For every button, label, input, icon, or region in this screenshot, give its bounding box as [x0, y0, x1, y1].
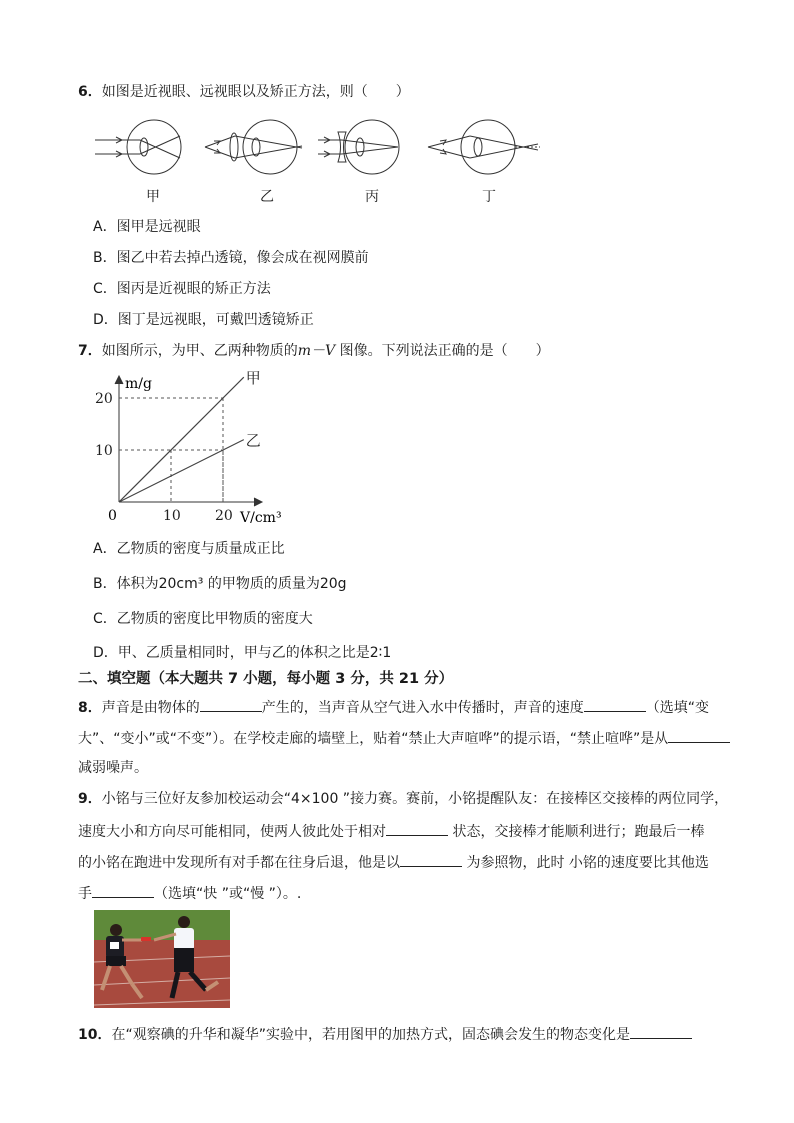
q6-text: 如图是近视眼、远视眼以及矫正方法，则（ ）	[101, 84, 410, 100]
q9-line1	[78, 789, 728, 809]
q10-text: 在“观察碘的升华和凝华”实验中，若用图甲的加热方式，固态碘会发生的物态变化是	[111, 1027, 630, 1043]
series-line-0	[119, 377, 244, 502]
series-label-1: 乙	[245, 431, 261, 450]
q7-option-b[interactable]: B．体积为20cm³ 的甲物质的质量为20g	[93, 576, 347, 592]
q6-option-d[interactable]: D．图丁是远视眼，可戴凹透镜矫正	[93, 312, 314, 328]
q9-text-d: 的小铭在跑进中发现所有对手都在往身后退，他是以	[78, 855, 400, 871]
q6-number: 6．	[78, 84, 102, 100]
q6-option-b[interactable]: B．图乙中若去掉凸透镜，像会成在视网膜前	[93, 250, 369, 266]
q7-number: 7．	[78, 343, 102, 359]
q7-stem	[78, 341, 550, 361]
q8-text-d: 大”、“变小”或“不变”）。在学校走廊的墙壁上，贴着“禁止大声喧哗”的提示语，“禁止喧哗”是从	[78, 731, 669, 747]
q6-stem	[78, 82, 410, 102]
q9-line3	[78, 851, 709, 873]
q7-formula: m－V	[297, 343, 336, 359]
q9-text-c: 状态，交接棒才能顺利进行；跑最后一棒	[448, 824, 705, 840]
y-axis-label: m/g	[125, 376, 152, 392]
caption-bing: 丙	[365, 189, 379, 205]
x-axis-label: V/cm³	[240, 510, 282, 526]
q8-text-a: 声音是由物体的	[101, 700, 200, 716]
q8-number: 8．	[78, 700, 102, 716]
q7-text-b: 图像。下列说法正确的是（ ）	[335, 343, 550, 359]
relay-race-photo	[94, 910, 230, 1008]
q9-line4	[78, 882, 301, 904]
q7-option-c[interactable]: C．乙物质的密度比甲物质的密度大	[93, 611, 313, 627]
series-label-0: 甲	[245, 369, 261, 388]
q8-line1	[78, 696, 709, 718]
q10-number: 10．	[78, 1027, 112, 1043]
q8-text-c: （选填“变	[645, 700, 710, 716]
q9-text-a: 小铭与三位好友参加校运动会“4×100 ”接力赛。赛前，小铭提醒队友：在接棒区交接棒的两位同学，	[101, 791, 729, 807]
eye-yi	[205, 120, 302, 174]
q9-text-g: （选填“快 ”或“慢 ”）。.	[154, 886, 302, 902]
q9-blank-1[interactable]	[386, 820, 448, 836]
q7-option-a[interactable]: A．乙物质的密度与质量成正比	[93, 541, 285, 557]
caption-jia: 甲	[146, 189, 160, 205]
q7-text-a: 如图所示，为甲、乙两种物质的	[101, 343, 298, 359]
q8-line3: 减弱噪声。	[78, 760, 148, 776]
x-axis-arrow	[254, 498, 262, 506]
q9-blank-3[interactable]	[92, 882, 154, 898]
q9-text-b: 速度大小和方向尽可能相同，使两人彼此处于相对	[78, 824, 386, 840]
mass-volume-chart	[95, 368, 295, 528]
eye-bing	[318, 120, 399, 174]
q9-line2	[78, 820, 704, 842]
eye-ding	[428, 120, 540, 174]
q6-option-a[interactable]: A．图甲是远视眼	[93, 219, 201, 235]
baton	[141, 937, 151, 941]
x-tick-label-10: 10	[163, 508, 181, 524]
q8-line2	[78, 727, 730, 749]
q8-blank-1[interactable]	[200, 696, 262, 712]
q9-blank-2[interactable]	[400, 851, 462, 867]
y-tick-label-20: 20	[95, 391, 113, 407]
q9-number: 9．	[78, 791, 102, 807]
q8-blank-3[interactable]	[668, 727, 730, 743]
q10-line1	[78, 1023, 692, 1045]
caption-ding: 丁	[482, 189, 496, 205]
origin-label: 0	[108, 508, 117, 524]
y-axis-arrow	[115, 376, 123, 384]
eye-jia	[95, 120, 181, 174]
q10-blank-1[interactable]	[630, 1023, 692, 1039]
q9-text-e: 为参照物，此时 小铭的速度要比其他选	[462, 855, 709, 871]
q6-option-c[interactable]: C．图丙是近视眼的矫正方法	[93, 281, 271, 297]
caption-yi: 乙	[260, 189, 274, 205]
q8-text-b: 产生的，当声音从空气进入水中传播时，声音的速度	[261, 700, 584, 716]
eye-diagrams	[0, 118, 794, 198]
series-line-1	[119, 440, 244, 502]
x-tick-label-20: 20	[215, 508, 233, 524]
section-fill-blank-title: 二、填空题（本大题共 7 小题，每小题 3 分，共 21 分）	[78, 671, 454, 687]
q7-option-d[interactable]: D．甲、乙质量相同时，甲与乙的体积之比是2∶1	[93, 645, 392, 661]
y-tick-label-10: 10	[95, 443, 113, 459]
q9-text-f: 手	[78, 886, 92, 902]
q8-blank-2[interactable]	[584, 696, 646, 712]
